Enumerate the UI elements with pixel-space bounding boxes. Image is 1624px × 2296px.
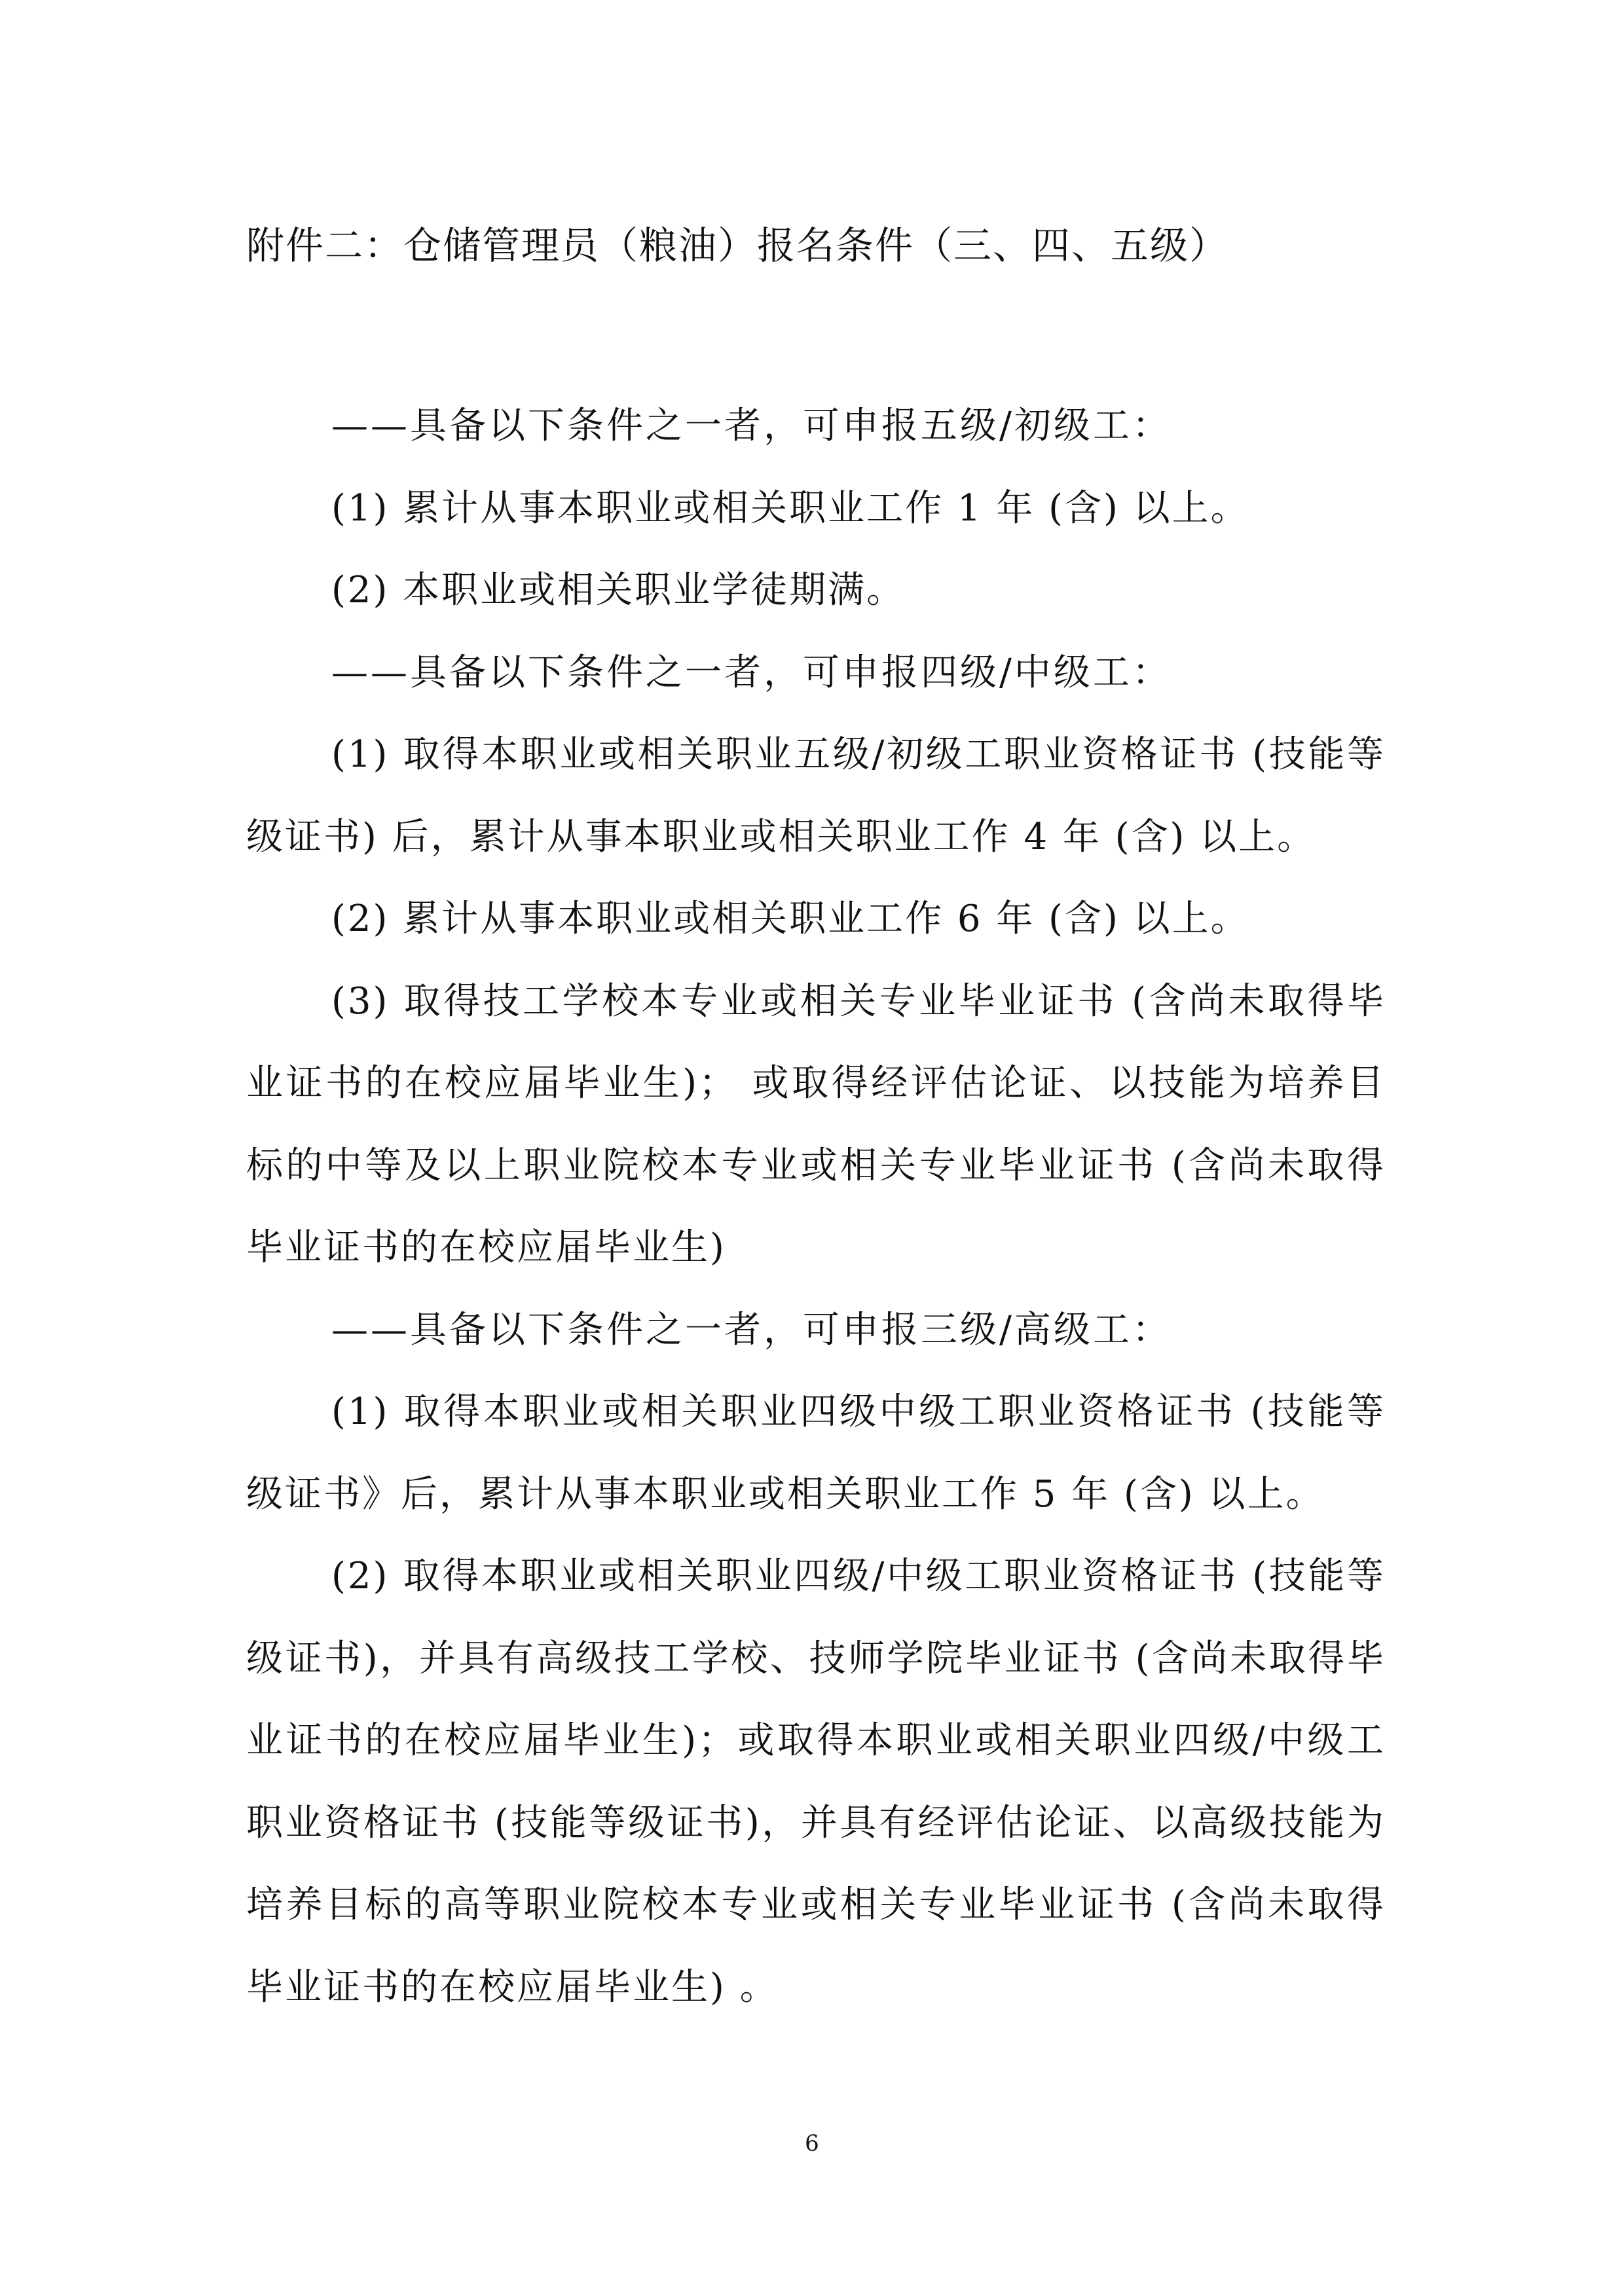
level-4-condition-1: (1) 取得本职业或相关职业五级/初级工职业资格证书 (技能等级证书) 后，累计从事本职业或相关职业工作 4 年 (含) 以上。: [246, 733, 1386, 858]
level-4-heading: ——具备以下条件之一者，可申报四级/中级工：: [331, 651, 1172, 694]
level-3-heading: ——具备以下条件之一者，可申报三级/高级工：: [331, 1308, 1172, 1351]
level-5-condition-1: (1) 累计从事本职业或相关职业工作 1 年 (含) 以上。: [331, 486, 1249, 530]
page-title: 附件二：仓储管理员（粮油）报名条件（三、四、五级）: [246, 223, 1229, 268]
level-4-condition-2: (2) 累计从事本职业或相关职业工作 6 年 (含) 以上。: [331, 898, 1249, 940]
document-body: [246, 385, 1386, 2028]
level-5-condition-2: (2) 本职业或相关职业学徒期满。: [331, 569, 906, 611]
level-3-condition-2: (2) 取得本职业或相关职业四级/中级工职业资格证书 (技能等级证书)，并具有高级技工学校、技师学院毕业证书 (含尚未取得毕业证书的在校应届毕业生)；或取得本职业或相关职业四级/中级工职业资格证书 (技能等级证书)，并具有经评估论证、以高级技能为培养目标的高等职业院校本专业或相关专业毕业证书 (含尚未取得毕业证书的在校应届毕业生) 。: [246, 1555, 1386, 2009]
page-number: 6: [805, 2130, 819, 2157]
level-5-heading: ——具备以下条件之一者，可申报五级/初级工：: [331, 405, 1172, 447]
level-3-condition-1: (1) 取得本职业或相关职业四级中级工职业资格证书 (技能等级证书》后，累计从事本职业或相关职业工作 5 年 (含) 以上。: [246, 1391, 1386, 1516]
level-4-condition-3: (3) 取得技工学校本专业或相关专业毕业证书 (含尚未取得毕业证书的在校应届毕业生)； 或取得经评估论证、以技能为培养目标的中等及以上职业院校本专业或相关专业毕业证书 (含尚未取得毕业证书的在校应届毕业生): [246, 979, 1386, 1269]
